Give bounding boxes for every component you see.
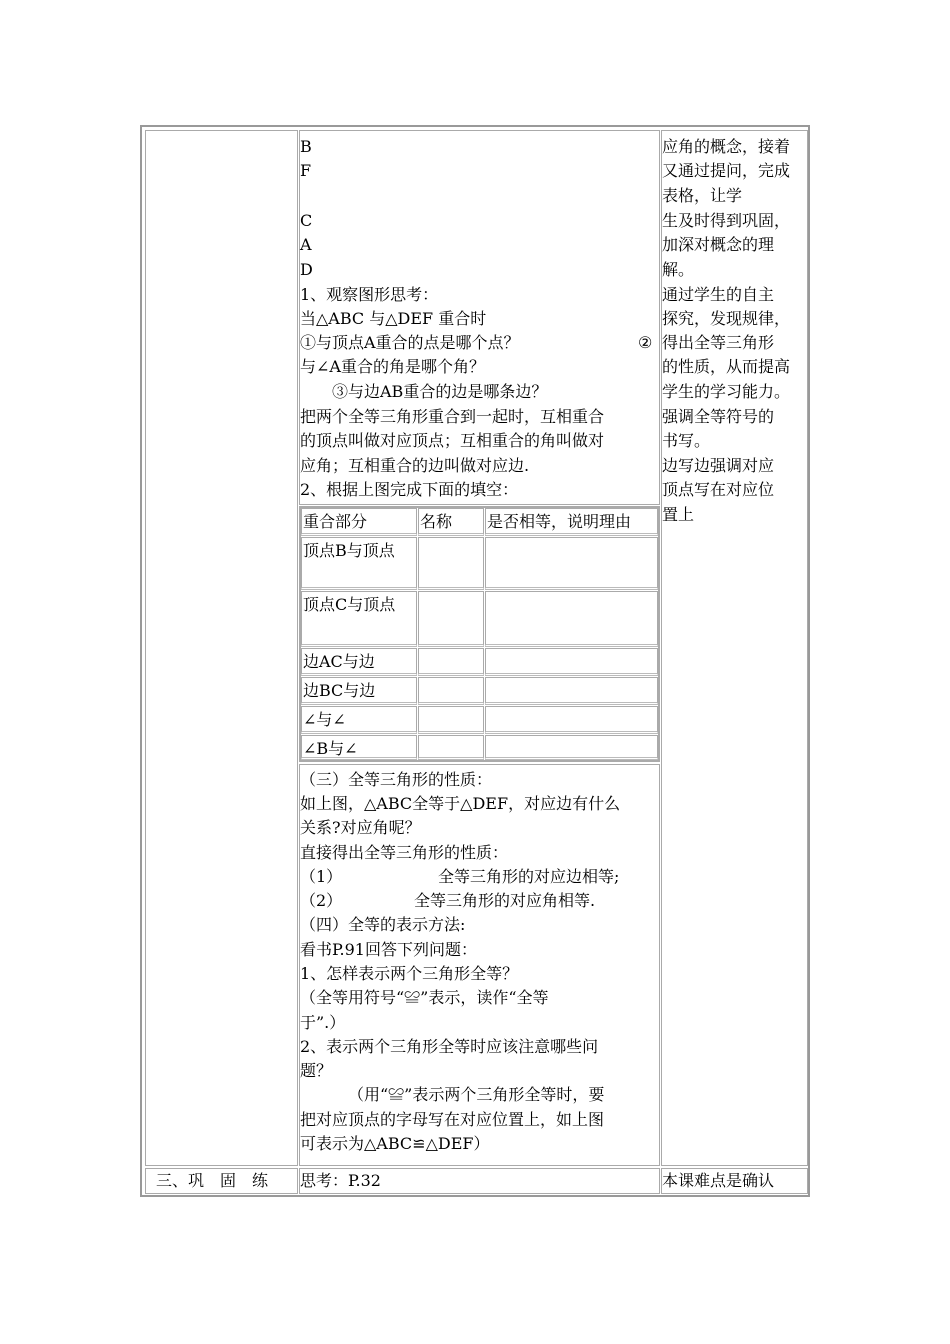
table-row-label: 边BC与边 xyxy=(301,677,417,705)
table-header-cell: 名称 xyxy=(418,508,484,536)
figure-label-a: A xyxy=(300,235,312,254)
intent-line: 通过学生的自主 xyxy=(662,285,775,304)
table-cell-reason[interactable] xyxy=(485,706,658,734)
table-cell-name[interactable] xyxy=(418,706,484,734)
table-row-label: 边AC与边 xyxy=(301,648,417,676)
question-2: 与∠A重合的角是哪个角？ xyxy=(300,357,485,376)
practice-content-cell xyxy=(299,1168,660,1194)
intent-line: 加深对概念的理 xyxy=(662,235,775,254)
design-intent-column xyxy=(661,130,808,1166)
notation-question-1: 1、怎样表示两个三角形全等？ xyxy=(300,964,519,983)
figure-label-b: B xyxy=(300,137,312,156)
section-3-heading: （三）全等三角形的性质： xyxy=(300,770,493,789)
practice-intent-text: 本课难点是确认 xyxy=(662,1171,775,1190)
definition-line-1: 把两个全等三角形重合到一起时，互相重合 xyxy=(300,407,605,426)
intent-line: 得出全等三角形 xyxy=(662,333,775,352)
notation-answer-2c: 可表示为△ABC≌△DEF） xyxy=(300,1134,490,1153)
notation-answer-1b: 于”.） xyxy=(300,1013,346,1032)
reading-instruction: 看书P.91回答下列问题： xyxy=(300,940,477,959)
notation-answer-2b: 把对应顶点的字母写在对应位置上，如上图 xyxy=(300,1110,605,1129)
table-cell-name[interactable] xyxy=(418,677,484,705)
definition-line-2: 的顶点叫做对应顶点；互相重合的角叫做对 xyxy=(300,431,605,450)
table-cell-reason[interactable] xyxy=(485,648,658,676)
table-header-cell: 是否相等，说明理由 xyxy=(485,508,658,536)
fill-instruction: 2、根据上图完成下面的填空： xyxy=(300,480,519,499)
figure-label-d: D xyxy=(300,260,313,279)
intent-line: 强调全等符号的 xyxy=(662,407,775,426)
property-question-2: 关系?对应角呢？ xyxy=(300,818,421,837)
table-row-label: 顶点C与顶点 xyxy=(301,591,417,647)
intent-line: 又通过提问，完成 xyxy=(662,161,791,180)
table-cell-name[interactable] xyxy=(418,591,484,647)
intent-line: 书写。 xyxy=(662,431,711,450)
question-2-marker: ② xyxy=(638,333,653,352)
definition-line-3: 应角；互相重合的边叫做对应边. xyxy=(300,456,530,475)
intent-line: 表格，让学 xyxy=(662,186,743,205)
question-1: ①与顶点A重合的点是哪个点？ xyxy=(300,333,520,352)
question-intro: 当△ABC 与△DEF 重合时 xyxy=(300,309,487,328)
property-intro: 直接得出全等三角形的性质： xyxy=(300,843,509,862)
table-cell-name[interactable] xyxy=(418,735,484,760)
intent-line: 顶点写在对应位 xyxy=(662,480,775,499)
intent-line: 探究，发现规律， xyxy=(662,309,791,328)
table-cell-reason[interactable] xyxy=(485,677,658,705)
notation-answer-2a: （用“≌”表示两个三角形全等时，要 xyxy=(348,1085,605,1104)
stage-label: 三、巩 固 练 xyxy=(156,1171,269,1190)
fill-in-table xyxy=(299,506,660,762)
stage-column xyxy=(145,130,298,1166)
notation-question-2b: 题？ xyxy=(300,1061,333,1080)
property-question-1: 如上图，△ABC全等于△DEF，对应边有什么 xyxy=(300,794,621,813)
intent-line: 学生的学习能力。 xyxy=(662,382,791,401)
figure-label-c: C xyxy=(300,211,313,230)
practice-text: 思考：P.32 xyxy=(300,1171,381,1190)
table-row-label: 顶点B与顶点 xyxy=(301,537,417,590)
practice-intent-cell xyxy=(661,1168,808,1194)
intent-line: 边写边强调对应 xyxy=(662,456,775,475)
intent-line: 应角的概念，接着 xyxy=(662,137,791,156)
intent-line: 生及时得到巩固， xyxy=(662,211,791,230)
intent-line: 解。 xyxy=(662,260,695,279)
question-heading: 1、观察图形思考： xyxy=(300,285,439,304)
table-header-cell: 重合部分 xyxy=(301,508,417,536)
table-row-label: ∠B与∠ xyxy=(301,735,417,760)
section-4-heading: （四）全等的表示方法: xyxy=(300,915,466,934)
notation-answer-1a: （全等用符号“≌”表示，读作“全等 xyxy=(300,988,549,1007)
property-2-text: 全等三角形的对应角相等. xyxy=(414,891,596,910)
table-cell-reason[interactable] xyxy=(485,591,658,647)
notation-question-2a: 2、表示两个三角形全等时应该注意哪些问 xyxy=(300,1037,599,1056)
intent-line: 置上 xyxy=(662,505,695,524)
stage-cell-practice xyxy=(145,1168,298,1194)
intent-line: 的性质，从而提高 xyxy=(662,357,791,376)
question-3: ③与边AB重合的边是哪条边？ xyxy=(332,382,548,401)
content-bottom-cell xyxy=(299,764,660,1166)
lesson-plan-table xyxy=(140,125,810,1197)
table-row-label: ∠与∠ xyxy=(301,706,417,734)
table-cell-reason[interactable] xyxy=(485,537,658,590)
property-2-number: （2） xyxy=(300,891,343,910)
property-1-number: （1） xyxy=(300,867,343,886)
property-1-text: 全等三角形的对应边相等; xyxy=(438,867,620,886)
content-top-cell xyxy=(299,130,660,505)
table-cell-name[interactable] xyxy=(418,648,484,676)
table-cell-reason[interactable] xyxy=(485,735,658,760)
figure-label-f: F xyxy=(300,161,312,180)
table-cell-name[interactable] xyxy=(418,537,484,590)
